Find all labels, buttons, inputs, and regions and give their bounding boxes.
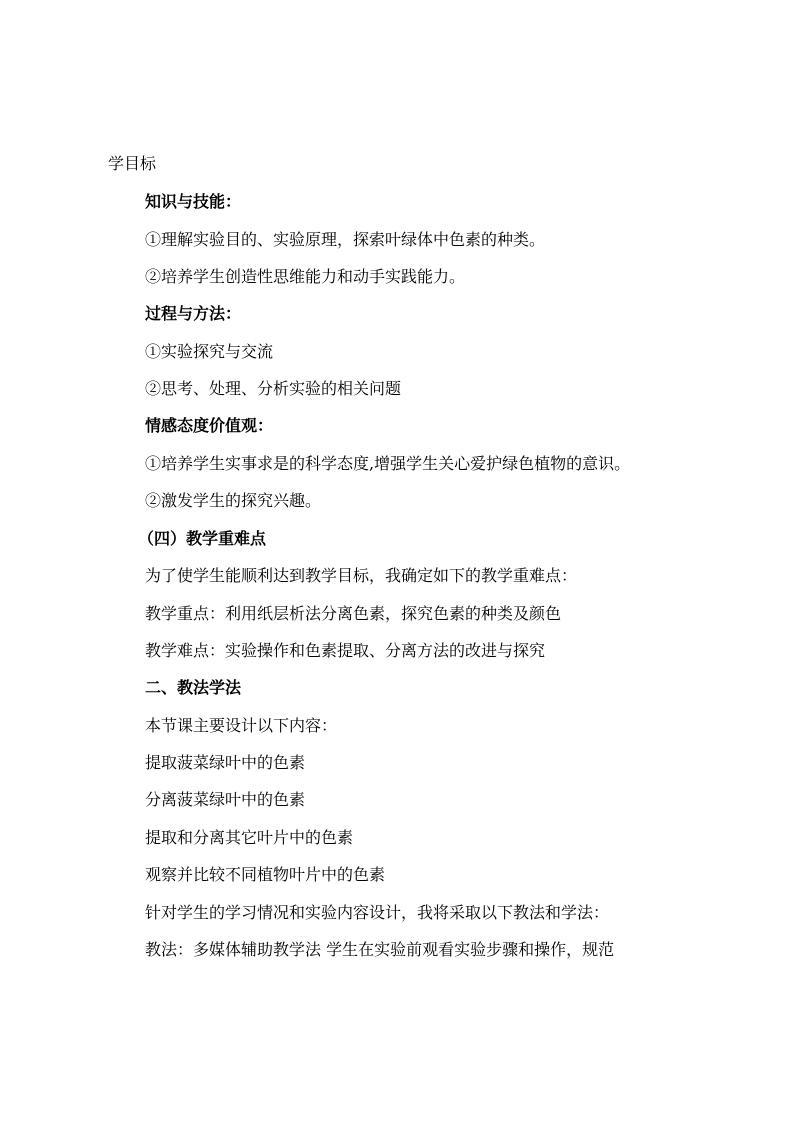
- heading-teaching-methods: 二、教法学法: [145, 678, 242, 697]
- text-line: ②思考、处理、分析实验的相关问题: [145, 379, 402, 398]
- text-line: 分离菠菜绿叶中的色素: [145, 790, 306, 809]
- text-line: 本节课主要设计以下内容：: [145, 716, 338, 735]
- text-line: 教学重点：利用纸层析法分离色素，探究色素的种类及颜色: [145, 604, 562, 623]
- heading-teaching-key-points: （四）教学重难点: [138, 529, 267, 548]
- text-line: 教法：多媒体辅助教学法 学生在实验前观看实验步骤和操作，规范: [145, 940, 615, 959]
- heading-emotion-values: 情感态度价值观：: [145, 416, 274, 435]
- text-line: 提取和分离其它叶片中的色素: [145, 828, 354, 847]
- text-line: 观察并比较不同植物叶片中的色素: [145, 865, 386, 884]
- text-line: 教学难点：实验操作和色素提取、分离方法的改进与探究: [145, 641, 546, 660]
- heading-knowledge-skills: 知识与技能：: [145, 192, 242, 211]
- text-line: ①培养学生实事求是的科学态度,增强学生关心爱护绿色植物的意识。: [145, 454, 631, 473]
- text-line: ①理解实验目的、实验原理，探索叶绿体中色素的种类。: [145, 230, 546, 249]
- heading-process-methods: 过程与方法：: [145, 304, 242, 323]
- text-line: ②培养学生创造性思维能力和动手实践能力。: [145, 267, 466, 286]
- text-line: 针对学生的学习情况和实验内容设计，我将采取以下教法和学法：: [145, 903, 610, 922]
- text-line-goal-heading: 学目标: [108, 154, 157, 173]
- text-line: ①实验探究与交流: [145, 342, 274, 361]
- text-line: 为了使学生能顺利达到教学目标，我确定如下的教学重难点：: [145, 566, 578, 585]
- text-line: 提取菠菜绿叶中的色素: [145, 753, 306, 772]
- text-line: ②激发学生的探究兴趣。: [145, 491, 322, 510]
